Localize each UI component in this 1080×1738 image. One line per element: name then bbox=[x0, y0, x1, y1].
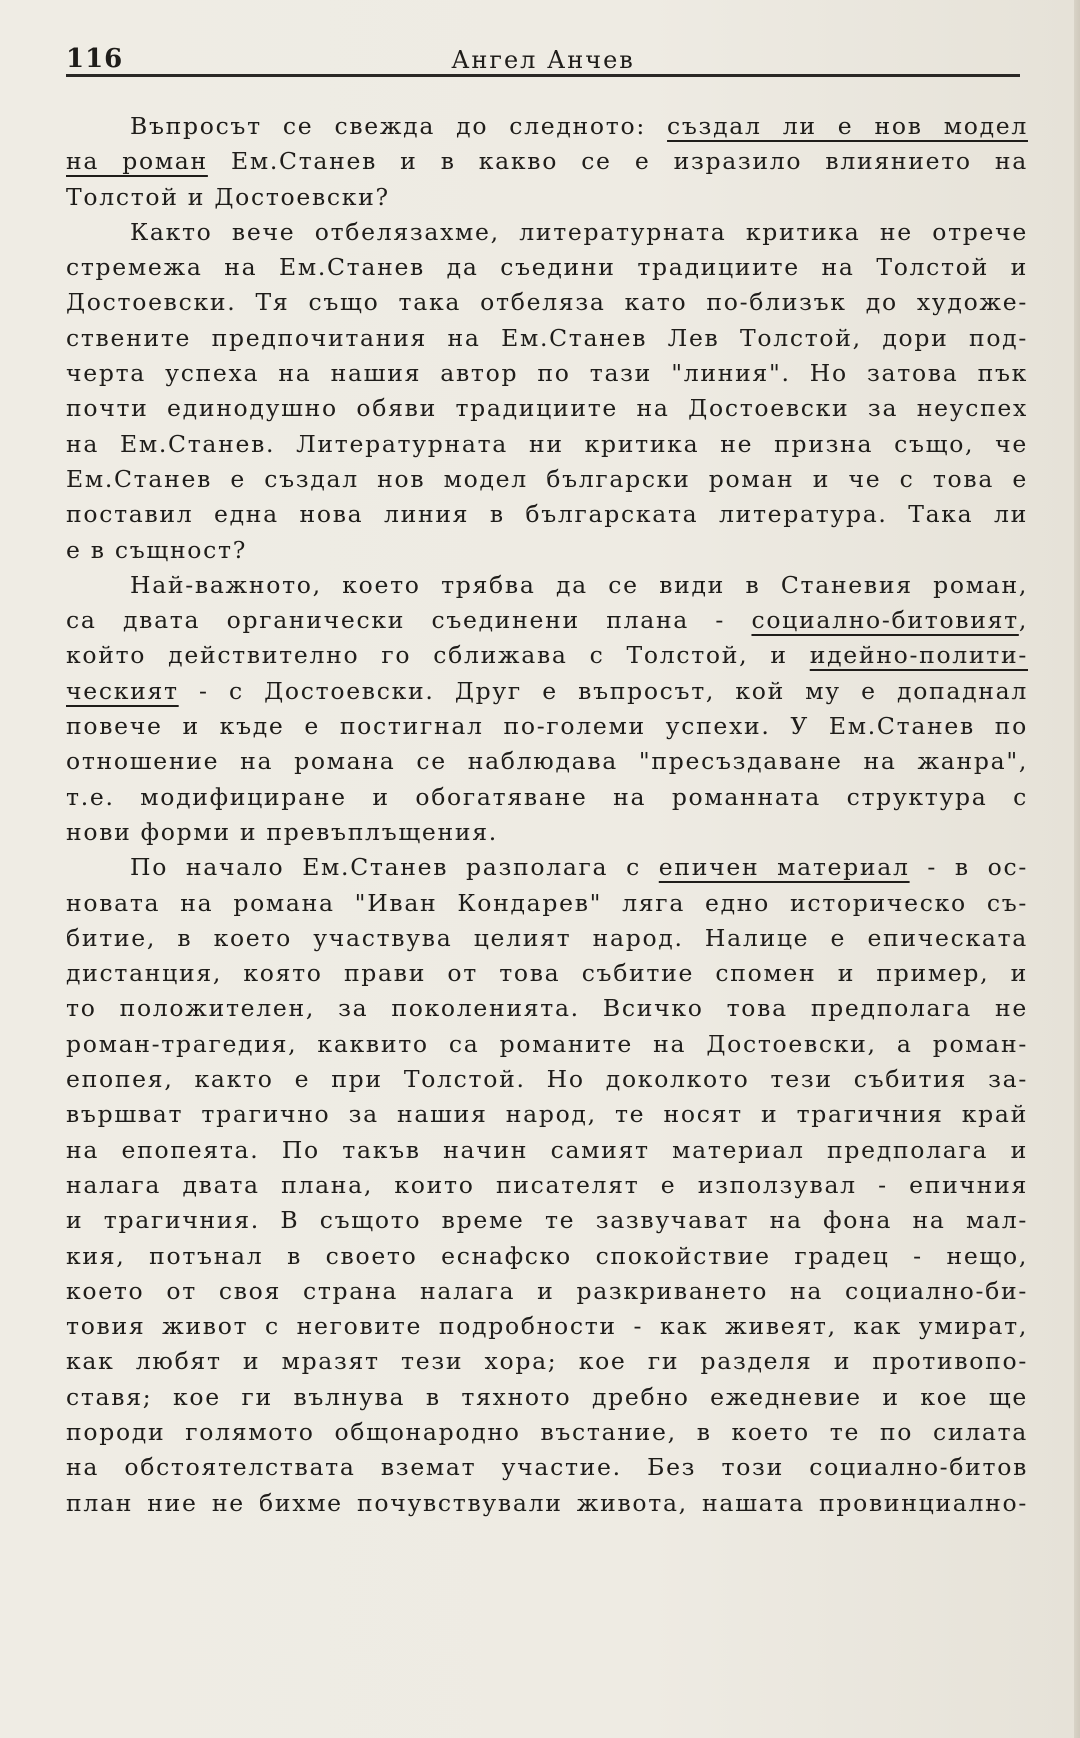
text-segment: Както вече отбелязахме, литературната критика не отрече bbox=[130, 217, 1028, 246]
text-segment: - в ос- bbox=[909, 853, 1028, 882]
underlined-phrase: създал ли е нов модел bbox=[667, 112, 1028, 140]
text-line bbox=[66, 1239, 1028, 1274]
text-segment: вършват трагично за нашия народ, те носят и трагичния край bbox=[66, 1100, 1028, 1129]
text-segment: новата на романа "Иван Кондарев" ляга едно историческо съ- bbox=[66, 888, 1028, 917]
text-line bbox=[66, 991, 1028, 1026]
text-line bbox=[66, 109, 1028, 144]
text-line bbox=[66, 1133, 1028, 1168]
text-segment: повече и къде е постигнал по-големи успехи. У Ем.Станев по bbox=[66, 712, 1028, 741]
text-segment: стремежа на Ем.Станев да съедини традициите на Толстой и bbox=[66, 253, 1028, 282]
text-segment: как любят и мразят тези хора; кое ги разделя и противопо- bbox=[66, 1347, 1028, 1376]
text-line bbox=[66, 1450, 1028, 1485]
text-line bbox=[66, 321, 1028, 356]
text-line bbox=[66, 1097, 1028, 1132]
text-line bbox=[66, 533, 1028, 568]
text-segment: По начало Ем.Станев разполага с bbox=[130, 853, 659, 882]
text-segment: Въпросът се свежда до следното: bbox=[130, 112, 668, 140]
text-segment: - с Достоевски. Друг е въпросът, кой му е допаднал bbox=[178, 676, 1028, 705]
text-segment: което от своя страна налага и разкриването на социално-би- bbox=[66, 1276, 1028, 1305]
text-line bbox=[66, 780, 1028, 815]
text-line bbox=[66, 1062, 1028, 1097]
text-line bbox=[66, 568, 1028, 603]
text-line bbox=[66, 956, 1028, 991]
text-segment: поставил една нова линия в българската литература. Така ли bbox=[66, 500, 1028, 529]
text-line bbox=[66, 462, 1028, 497]
text-segment: план ние не бихме почувствували живота, нашата провинциално- bbox=[66, 1488, 1028, 1517]
text-segment: Достоевски. Тя също така отбеляза като по-близък до художе- bbox=[66, 288, 1028, 317]
underlined-phrase: на роман bbox=[66, 147, 208, 176]
running-head: Ангел Анчев bbox=[451, 46, 635, 74]
text-segment: почти единодушно обяви традициите на Достоевски за неуспех bbox=[66, 394, 1028, 423]
text-line bbox=[66, 744, 1028, 779]
text-segment: кия, потънал в своето еснафско спокойствие градец - нещо, bbox=[66, 1241, 1028, 1270]
text-segment: т.е. модифициране и обогатяване на романната структура с bbox=[66, 782, 1028, 811]
text-segment: Ем.Станев и в какво се е изразило влиянието на bbox=[207, 147, 1028, 176]
text-line bbox=[66, 1486, 1028, 1521]
page-header bbox=[66, 44, 1020, 77]
text-segment: то положителен, за поколенията. Всичко това предполага не bbox=[66, 994, 1028, 1023]
text-line bbox=[66, 815, 1028, 850]
text-line bbox=[66, 603, 1028, 638]
text-line bbox=[66, 1344, 1028, 1379]
text-segment: Толстой и Достоевски? bbox=[66, 182, 390, 211]
text-segment: и трагичния. В същото време те зазвучават на фона на мал- bbox=[66, 1206, 1028, 1235]
text-segment: е в същност? bbox=[66, 535, 248, 564]
text-segment: роман-трагедия, каквито са романите на Достоевски, а роман- bbox=[66, 1029, 1028, 1058]
text-segment: ствените предпочитания на Ем.Станев Лев Толстой, дори под- bbox=[66, 323, 1028, 352]
text-segment: са двата органически съединени плана - bbox=[66, 606, 752, 635]
text-line bbox=[66, 180, 1028, 215]
text-segment: който действително го сближава с Толстой, и bbox=[66, 641, 810, 670]
text-line bbox=[66, 215, 1028, 250]
text-line bbox=[66, 709, 1028, 744]
text-line bbox=[66, 886, 1028, 921]
text-segment: породи голямото общонародно въстание, в което те по силата bbox=[66, 1417, 1028, 1446]
text-line bbox=[66, 250, 1028, 285]
text-line bbox=[66, 1415, 1028, 1450]
text-line bbox=[66, 1168, 1028, 1203]
text-segment: нови форми и превъплъщения. bbox=[66, 817, 498, 846]
text-line bbox=[66, 427, 1028, 462]
text-line bbox=[66, 391, 1028, 426]
text-segment: на Ем.Станев. Литературната ни критика не призна също, че bbox=[66, 429, 1028, 458]
text-segment: черта успеха на нашия автор по тази "линия". Но затова пък bbox=[66, 359, 1028, 388]
underlined-phrase: епичен материал bbox=[658, 853, 910, 882]
text-segment: отношение на романа се наблюдава "пресъздаване на жанра", bbox=[66, 747, 1028, 776]
text-line bbox=[66, 1027, 1028, 1062]
text-line bbox=[66, 285, 1028, 320]
text-segment: битие, в което участвува целият народ. Налице е епическата bbox=[66, 923, 1028, 952]
underlined-phrase: ческият bbox=[66, 676, 179, 705]
text-line bbox=[66, 850, 1028, 885]
text-segment: Ем.Станев е създал нов модел български роман и че с това е bbox=[66, 464, 1028, 493]
text-line bbox=[66, 921, 1028, 956]
text-segment: на обстоятелствата вземат участие. Без този социално-битов bbox=[66, 1453, 1028, 1482]
text-segment: налага двата плана, които писателят е използувал - епичния bbox=[66, 1170, 1028, 1199]
underlined-phrase: социално-битовият bbox=[751, 606, 1019, 635]
body-text bbox=[66, 109, 1028, 1521]
text-line bbox=[66, 144, 1028, 179]
text-line bbox=[66, 638, 1028, 673]
text-segment: дистанция, която прави от това събитие спомен и пример, и bbox=[66, 959, 1028, 988]
text-segment: товия живот с неговите подробности - как живеят, как умират, bbox=[66, 1312, 1028, 1341]
text-line bbox=[66, 356, 1028, 391]
text-segment: , bbox=[1018, 606, 1028, 635]
text-line bbox=[66, 1380, 1028, 1415]
text-segment: ставя; кое ги вълнува в тяхното дребно ежедневие и кое ще bbox=[66, 1382, 1028, 1411]
text-line bbox=[66, 497, 1028, 532]
text-segment: Най-важното, което трябва да се види в Станевия роман, bbox=[130, 570, 1028, 599]
text-line bbox=[66, 674, 1028, 709]
page-edge bbox=[1074, 0, 1080, 1738]
underlined-phrase: идейно-полити- bbox=[809, 641, 1028, 670]
text-line bbox=[66, 1203, 1028, 1238]
text-line bbox=[66, 1274, 1028, 1309]
page-number: 116 bbox=[66, 44, 124, 74]
text-segment: епопея, както е при Толстой. Но доколкото тези събития за- bbox=[66, 1065, 1028, 1094]
text-line bbox=[66, 1309, 1028, 1344]
text-segment: на епопеята. По такъв начин самият материал предполага и bbox=[66, 1135, 1028, 1164]
